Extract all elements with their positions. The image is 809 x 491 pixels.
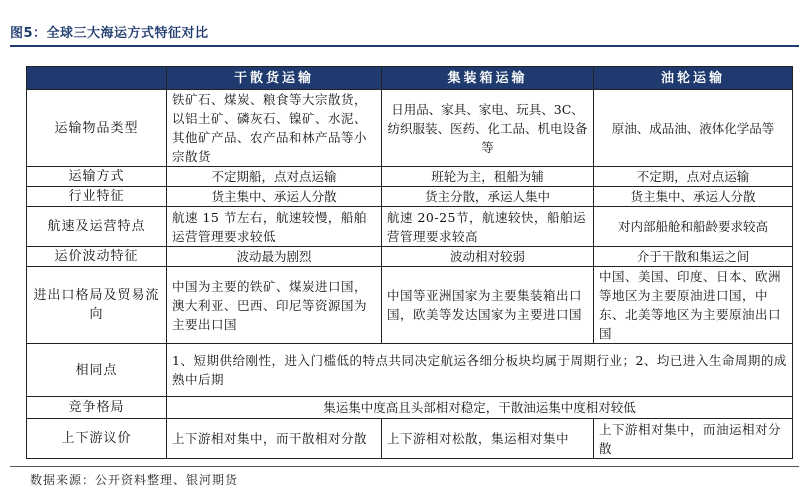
row-label: 上下游议价 xyxy=(27,419,167,459)
header-corner xyxy=(27,67,167,90)
figure-title: 图5：全球三大海运方式特征对比 xyxy=(10,26,209,41)
row-label: 运输方式 xyxy=(27,167,167,187)
cell-tanker: 中国、美国、印度、日本、欧洲等地区为主要原油进口国，中东、北美等地区为主要原油出口国 xyxy=(594,267,793,344)
row-label: 运输物品类型 xyxy=(27,90,167,167)
table-row xyxy=(27,267,793,344)
cell-tanker: 货主集中、承运人分散 xyxy=(594,187,793,207)
title-divider xyxy=(10,45,799,47)
row-label: 行业特征 xyxy=(27,187,167,207)
cell-container: 波动相对较弱 xyxy=(382,247,594,267)
row-label: 进出口格局及贸易流向 xyxy=(27,267,167,344)
cell-dry-bulk: 中国为主要的铁矿、煤炭进口国，澳大利亚、巴西、印尼等资源国为主要出口国 xyxy=(167,267,382,344)
cell-dry-bulk: 上下游相对集中，而干散相对分散 xyxy=(167,419,382,459)
cell-dry-bulk: 航速 15 节左右，航速较慢，船舶运营管理要求较低 xyxy=(167,207,382,247)
cell-merged: 1、短期供给刚性，进入门槛低的特点共同决定航运各细分板块均属于周期行业；2、均已进入生命周期的成熟中后期 xyxy=(167,344,793,397)
comparison-table xyxy=(26,66,793,459)
row-label: 航速及运营特点 xyxy=(27,207,167,247)
table-row xyxy=(27,344,793,397)
table-row xyxy=(27,167,793,187)
cell-tanker: 对内部船舱和船龄要求较高 xyxy=(594,207,793,247)
table-row xyxy=(27,397,793,419)
row-label: 相同点 xyxy=(27,344,167,397)
header-dry-bulk: 干散货运输 xyxy=(167,67,382,90)
cell-container: 货主分散，承运人集中 xyxy=(382,187,594,207)
cell-container: 上下游相对松散，集运相对集中 xyxy=(382,419,594,459)
header-container: 集装箱运输 xyxy=(382,67,594,90)
row-label: 竞争格局 xyxy=(27,397,167,419)
cell-tanker: 原油、成品油、液体化学品等 xyxy=(594,90,793,167)
cell-dry-bulk: 铁矿石、煤炭、粮食等大宗散货，以铝土矿、磷灰石、镍矿、水泥、其他矿产品、农产品和林产品等小宗散货 xyxy=(167,90,382,167)
cell-tanker: 介于干散和集运之间 xyxy=(594,247,793,267)
table-row xyxy=(27,207,793,247)
cell-tanker: 上下游相对集中，而油运相对分散 xyxy=(594,419,793,459)
cell-container: 日用品、家具、家电、玩具、3C、纺织服装、医药、化工品、机电设备等 xyxy=(382,90,594,167)
cell-dry-bulk: 不定期船，点对点运输 xyxy=(167,167,382,187)
header-tanker: 油轮运输 xyxy=(594,67,793,90)
table-row xyxy=(27,90,793,167)
cell-container: 班轮为主，租船为辅 xyxy=(382,167,594,187)
table-row xyxy=(27,247,793,267)
table-header-row xyxy=(27,67,793,90)
cell-dry-bulk: 货主集中、承运人分散 xyxy=(167,187,382,207)
source-divider xyxy=(10,466,799,467)
cell-merged: 集运集中度高且头部相对稳定，干散油运集中度相对较低 xyxy=(167,397,793,419)
row-label: 运价波动特征 xyxy=(27,247,167,267)
source-note: 数据来源：公开资料整理、银河期货 xyxy=(30,473,239,487)
cell-container: 航速 20-25节，航速较快，船舶运营管理要求较高 xyxy=(382,207,594,247)
cell-dry-bulk: 波动最为剧烈 xyxy=(167,247,382,267)
table-row xyxy=(27,187,793,207)
cell-tanker: 不定期，点对点运输 xyxy=(594,167,793,187)
table-row xyxy=(27,419,793,459)
cell-container: 中国等亚洲国家为主要集装箱出口国，欧美等发达国家为主要进口国 xyxy=(382,267,594,344)
